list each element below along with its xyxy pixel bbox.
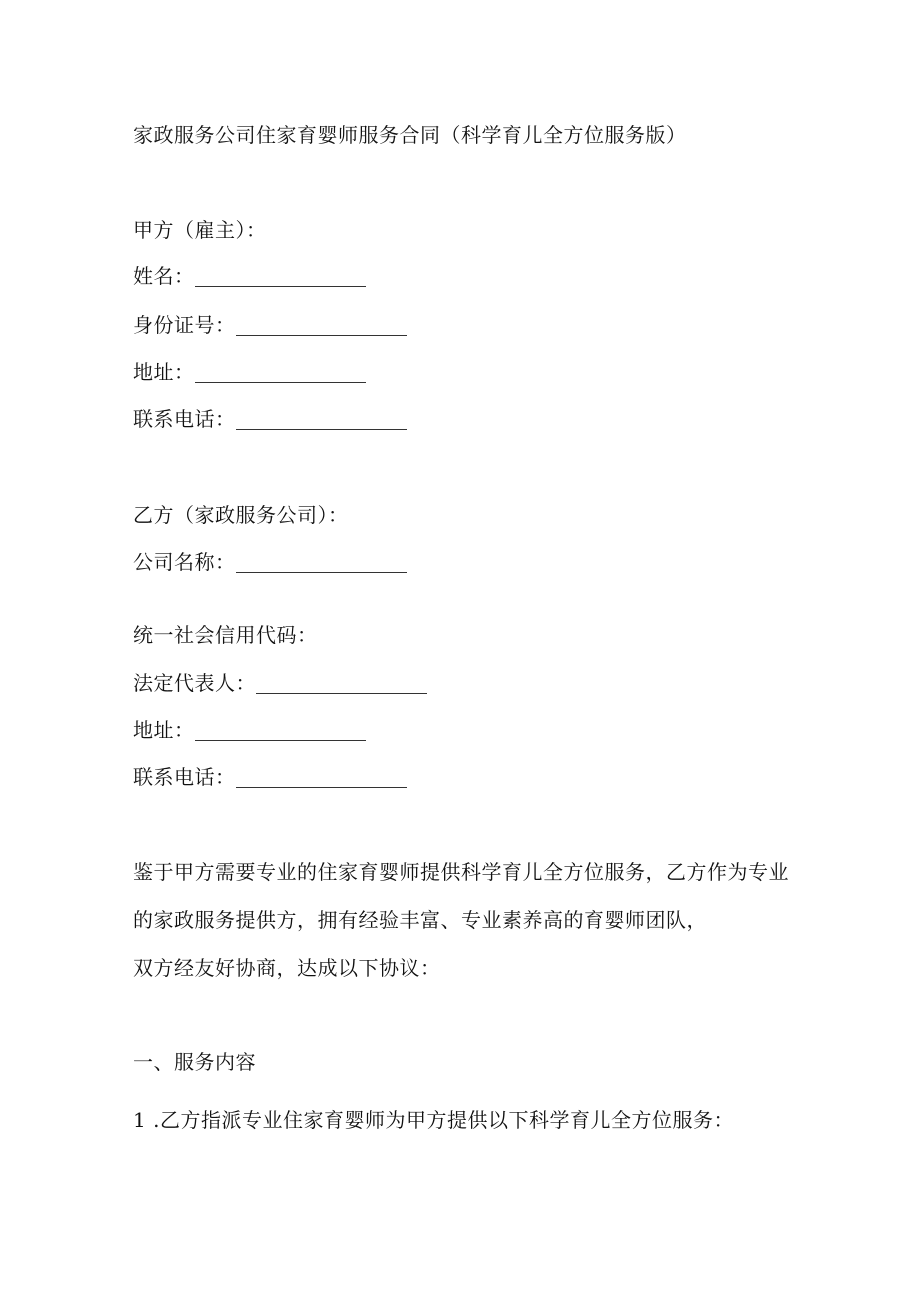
preamble-line-3: 双方经友好协商，达成以下协议： [133,956,441,980]
party-b-phone-blank [236,786,407,788]
party-a-address-blank [195,381,366,383]
party-b-company-blank [236,571,407,573]
party-a-address-label: 地址： [133,360,195,384]
party-b-company-row [133,548,407,576]
party-b-address-row [133,716,366,744]
preamble-line-2: 的家政服务提供方，拥有经验丰富、专业素养高的育婴师团队， [133,908,707,932]
party-a-heading: 甲方（雇主）： [133,218,267,242]
party-b-heading: 乙方（家政服务公司）： [133,503,349,527]
document-title: 家政服务公司住家育婴师服务合同（科学育儿全方位服务版） [133,123,687,147]
party-b-address-label: 地址： [133,718,195,742]
party-a-address-row [133,358,366,386]
party-b-legal-rep-label: 法定代表人： [133,671,256,695]
party-b-address-blank [195,739,366,741]
party-b-credit-code-label: 统一社会信用代码： [133,623,318,647]
party-b-phone-row [133,763,407,791]
party-a-id-row [133,311,407,339]
party-b-company-label: 公司名称： [133,550,236,574]
party-a-phone-blank [236,428,407,430]
party-a-phone-label: 联系电话： [133,407,236,431]
party-a-id-blank [236,334,407,336]
section-1-heading: 一、服务内容 [133,1050,256,1074]
party-a-name-blank [195,285,366,287]
party-a-name-label: 姓名： [133,264,195,288]
party-b-legal-rep-row [133,669,427,697]
party-a-id-label: 身份证号： [133,313,236,337]
section-1-item-1: 1 .乙方指派专业住家育婴师为甲方提供以下科学育儿全方位服务： [133,1108,734,1132]
preamble-line-1: 鉴于甲方需要专业的住家育婴师提供科学育儿全方位服务，乙方作为专业 [133,860,789,884]
party-b-legal-rep-blank [256,692,427,694]
party-a-name-row [133,262,366,290]
party-b-phone-label: 联系电话： [133,765,236,789]
party-a-phone-row [133,405,407,433]
